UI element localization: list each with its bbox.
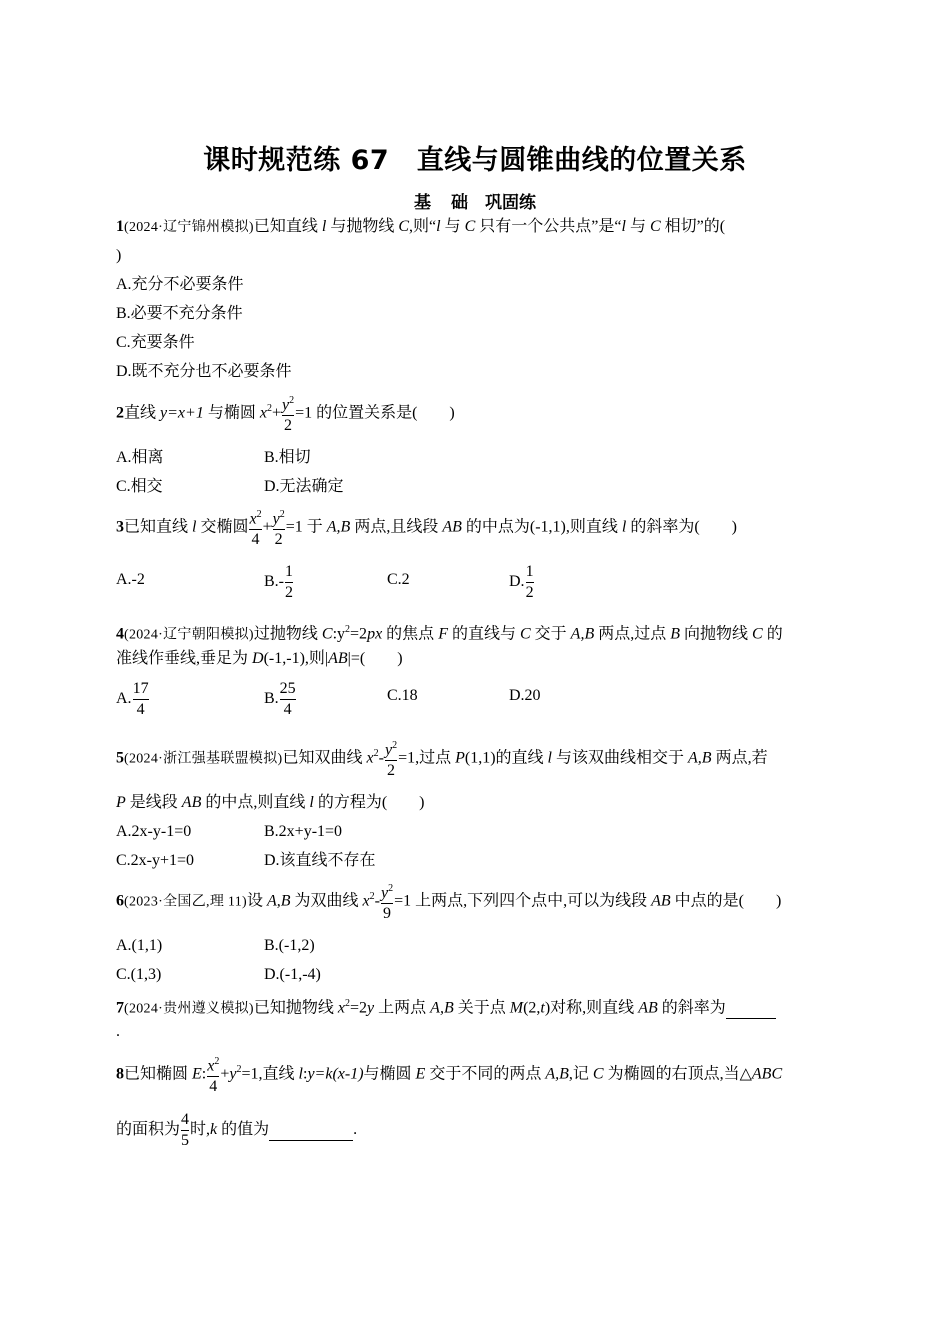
question-4-stem-line2: 准线作垂线,垂足为 D(-1,-1),则|AB|=( ) [116,650,403,667]
question-5-stem: 5(2024·浙江强基联盟模拟)已知双曲线 $x^2-$ $\frac{y^2}{2}$ =1,过点 P(1,1)的直线 l 与该双曲线相交于 A,B 两点,若 [116,736,768,781]
question-2-option-a: A.相离 [116,449,164,466]
question-1-option-d: D.既不充分也不必要条件 [116,363,292,380]
question-number: 1 [116,218,124,235]
fraction: $\frac{4}{5}$ [181,1111,190,1149]
question-2-option-b: B.相切 [264,449,311,466]
question-6-option-c: C.(1,3) [116,966,162,983]
question-number: 7 [116,999,124,1017]
question-source: (2024·浙江强基联盟模拟) [124,751,283,767]
question-7-stem: 7(2024·贵州遵义模拟)已知抛物线 $x^2=2y$ 上两点 A,B 关于点 M(2,t)对称,则直线 AB 的斜率为 [116,994,776,1019]
question-5-option-a: A.2x-y-1=0 [116,823,192,840]
question-4-option-c: C.18 [387,687,418,704]
question-6-option-a: A.(1,1) [116,937,163,954]
question-number: 6 [116,892,124,910]
question-1-option-b: B.必要不充分条件 [116,305,243,322]
question-2-option-c: C.相交 [116,478,163,495]
fraction: $\frac{1}{2}$ [285,563,293,601]
fraction: $\frac{25}{4}$ [279,680,296,718]
question-4-option-d: D.20 [509,687,541,704]
fraction: $\frac{1}{2}$ [525,563,534,601]
question-4-option-b: B. $\frac{25}{4}$ [264,680,296,718]
question-2-stem: 2直线 y=x+1 与椭圆 $x^2+$ $\frac{y^2}{2}$ =1 的位置关系是( ) [116,391,455,436]
question-source: (2023·全国乙,理 11) [124,894,247,910]
question-6-option-b: B.(-1,2) [264,937,315,954]
fraction: $\frac{y^2}{9}$ [380,883,394,923]
question-5-option-b: B.2x+y-1=0 [264,823,343,840]
page-title: 课时规范练 67 直线与圆锥曲线的位置关系 [203,145,747,176]
question-1-stem: 1(2024·辽宁锦州模拟)已知直线 l 与抛物线 C,则“l 与 C 只有一个公共点”是“l 与 C 相切”的( [116,218,726,235]
question-6-stem: 6(2023·全国乙,理 11)设 A,B 为双曲线 $x^2-$ $\frac{y^2}{9}$ =1 上两点,下列四个点中,可以为线段 AB 中点的是( ) [116,879,781,924]
question-number: 5 [116,749,124,767]
fraction: $\frac{x^2}{4}$ [207,1056,220,1096]
question-8-stem: 8已知椭圆 E: $\frac{x^2}{4}$ $+y^2=1$,直线 l:y=k(x-1)与椭圆 E 交于不同的两点 A,B,记 C 为椭圆的右顶点,当△ABC [116,1052,782,1097]
question-3-option-c: C.2 [387,571,410,588]
question-2-option-d: D.无法确定 [264,478,344,495]
question-5-stem-line2: P 是线段 AB 的中点,则直线 l 的方程为( ) [116,794,425,811]
question-3-option-d: D. $\frac{1}{2}$ [509,563,534,601]
question-1-option-c: C.充要条件 [116,334,195,351]
question-6-option-d: D.(-1,-4) [264,966,321,983]
question-source: (2024·贵州遵义模拟) [124,1001,254,1017]
question-4-stem: 4(2024·辽宁朝阳模拟)过抛物线 $C:y^2=2px$ 的焦点 F 的直线与 C 交于 A,B 两点,过点 B 向抛物线 C 的 [116,624,783,643]
question-1-option-a: A.充分不必要条件 [116,276,244,293]
fraction: $\frac{x^2}{4}$ [249,509,262,549]
question-8-stem-line2: 的面积为 $\frac{4}{5}$ 时,k 的值为 . [116,1111,358,1149]
answer-blank [726,998,776,1019]
fraction: $\frac{17}{4}$ [132,680,149,718]
fraction: $\frac{y^2}{2}$ [281,395,295,435]
question-7-tail: . [116,1023,120,1040]
question-number: 2 [116,404,124,422]
question-number: 3 [116,518,124,536]
question-3-stem: 3已知直线 l 交椭圆 $\frac{x^2}{4}$ + $\frac{y^2}{2}$ =1 于 A,B 两点,且线段 AB 的中点为(-1,1),则直线 l 的斜率为( ) [116,505,737,550]
question-3-option-b: B.- $\frac{1}{2}$ [264,563,293,601]
question-5-option-c: C.2x-y+1=0 [116,852,195,869]
fraction: $\frac{y^2}{2}$ [384,740,398,780]
question-1-close: ) [116,247,122,264]
question-3-option-a: A.-2 [116,571,145,588]
section-subtitle: 基 础 巩固练 [414,193,536,213]
question-source: (2024·辽宁朝阳模拟) [124,627,254,643]
question-source: (2024·辽宁锦州模拟) [124,220,254,235]
question-4-option-a: A. $\frac{17}{4}$ [116,680,149,718]
question-number: 4 [116,625,124,643]
question-number: 8 [116,1065,124,1083]
answer-blank [269,1120,353,1141]
fraction: $\frac{y^2}{2}$ [272,509,285,549]
question-5-option-d: D.该直线不存在 [264,852,376,869]
